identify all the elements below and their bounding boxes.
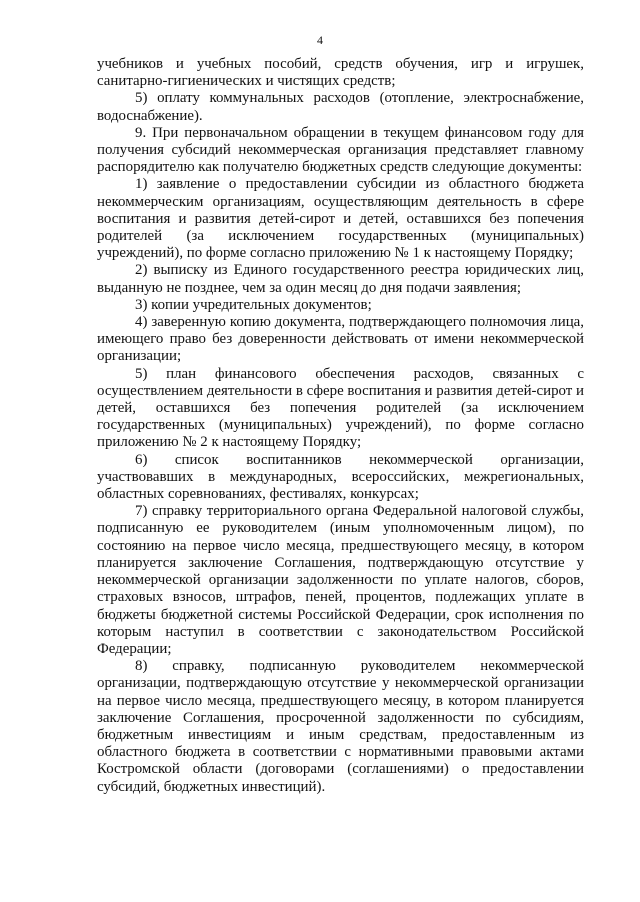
list-item-1: 1) заявление о предоставлении субсидии из областного бюджета некоммерческим организациям, осуществляющим деятельность в сфере воспитания и развития детей-сирот и детей, оставшихся без попечения родителей (за исключением государственных (муниципальных) учреждений), по форме согласно приложению № 1 к настоящему Порядку; [97,176,584,262]
document-body [97,56,584,796]
list-item-8: 8) справку, подписанную руководителем некоммерческой организации, подтверждающую отсутствие у некоммерческой организации на первое число месяца, предшествующего месяцу, в котором планируется заключение Соглашения, просроченной задолженности по субсидиям, бюджетным инвестициям и иным средствам, предоставленным из областного бюджета в соответствии с нормативными правовыми актами Костромской области (договорами (соглашениями) о предоставлении субсидий, бюджетных инвестиций). [97,658,584,795]
page-number: 4 [317,33,323,47]
list-item-4: 4) заверенную копию документа, подтверждающего полномочия лица, имеющего право без доверенности действовать от имени некоммерческой организации; [97,314,584,365]
list-item-3: 3) копии учредительных документов; [135,296,372,313]
list-item-2: 2) выписку из Единого государственного реестра юридических лиц, выданную не позднее, чем за один месяц до дня подачи заявления; [97,262,584,296]
list-item-7: 7) справку территориального органа Федеральной налоговой службы, подписанную ее руководителем (иным уполномоченным лицом), по состоянию на первое число месяца, предшествующего месяцу, в котором планируется заключение Соглашения, подтверждающую отсутствие у некоммерческой организации задолженности по уплате налогов, сборов, страховых взносов, штрафов, пеней, процентов, подлежащих уплате в бюджеты бюджетной системы Российской Федерации, срок исполнения по которым наступил в соответствии с законодательством Российской Федерации; [97,503,584,657]
list-item-5-utilities: 5) оплату коммунальных расходов (отопление, электроснабжение, водоснабжение). [97,90,584,124]
clause-9: 9. При первоначальном обращении в текущем финансовом году для получения субсидий некоммерческая организация представляет главному распорядителю как получателю бюджетных средств следующие документы: [97,124,584,176]
list-item-6: 6) список воспитанников некоммерческой организации, участвовавших в международных, всероссийских, межрегиональных, областных соревнованиях, фестивалях, конкурсах; [97,451,584,503]
paragraph-continuation: учебников и учебных пособий, средств обучения, игр и игрушек, санитарно-гигиенических и чистящих средств; [97,56,584,90]
list-item-5: 5) план финансового обеспечения расходов, связанных с осуществлением деятельности в сфере воспитания и развития детей-сирот и детей, оставшихся без попечения родителей (за исключением государственных (муниципальных) учреждений), по форме согласно приложению № 2 к настоящему Порядку; [97,365,584,451]
